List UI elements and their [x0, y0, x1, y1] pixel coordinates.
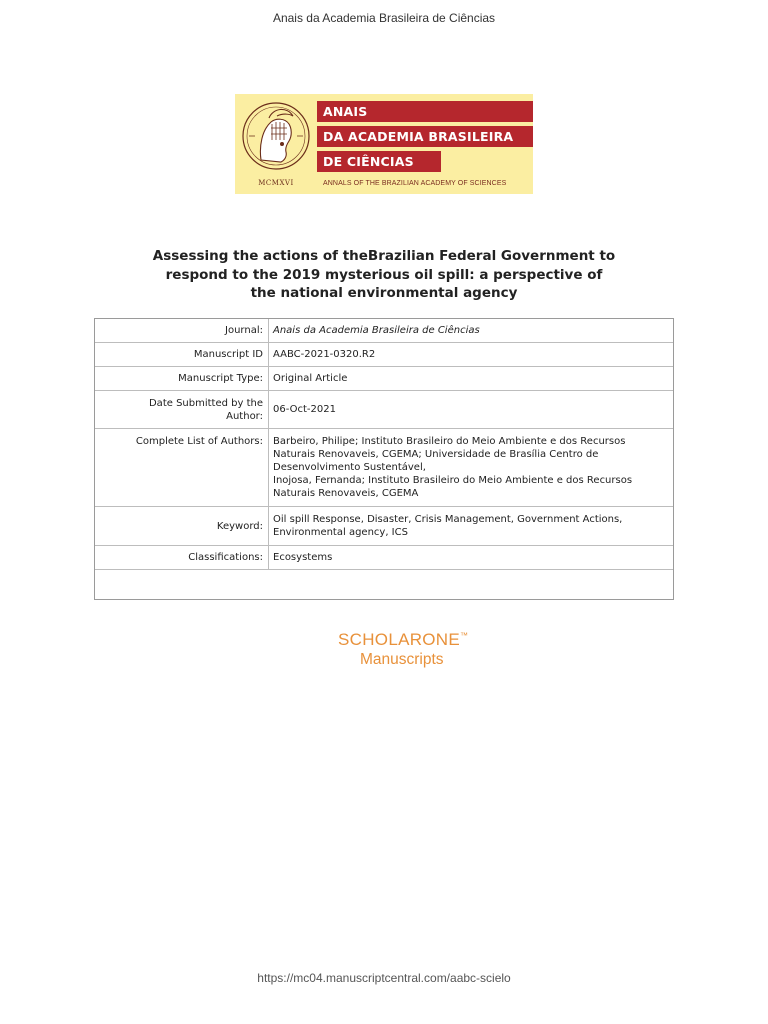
journal-label: Journal: [95, 319, 269, 342]
date-submitted-label-line-1: Date Submitted by the [148, 398, 263, 409]
article-title [100, 247, 668, 303]
table-row-authors [95, 429, 673, 507]
title-line-3: the national environmental agency [250, 285, 518, 301]
keyword-label: Keyword: [95, 507, 269, 545]
keyword-line: Environmental agency, ICS [273, 527, 408, 538]
scholarone-logo [338, 630, 468, 669]
table-row-manuscript-id [95, 343, 673, 367]
scholarone-wordmark-text: SCHOLARONE [338, 630, 461, 649]
table-row-journal [95, 319, 673, 343]
authors-line: Inojosa, Fernanda; Instituto Brasileiro do Meio Ambiente e dos Recursos [273, 475, 633, 486]
journal-value: Anais da Academia Brasileira de Ciências [273, 325, 480, 336]
date-submitted-value: 06-Oct-2021 [273, 404, 336, 415]
authors-label: Complete List of Authors: [95, 429, 269, 506]
logo-line-academia: DA ACADEMIA BRASILEIRA [317, 126, 533, 147]
authors-line: Naturais Renovaveis, CGEMA; Universidade de Brasília Centro de [273, 449, 599, 460]
table-row-keyword [95, 507, 673, 546]
table-row-classifications [95, 546, 673, 570]
table-row-date-submitted [95, 391, 673, 429]
authors-line: Barbeiro, Philipe; Instituto Brasileiro do Meio Ambiente e dos Recursos [273, 436, 626, 447]
trademark-symbol: ™ [460, 631, 469, 640]
date-submitted-label-line-2: Author: [226, 411, 263, 422]
logo-line-ciencias: DE CIÊNCIAS [317, 151, 441, 172]
journal-logo [235, 94, 533, 194]
classifications-value: Ecosystems [273, 552, 333, 563]
manuscript-type-value: Original Article [273, 373, 348, 384]
manuscript-metadata-table [94, 318, 674, 600]
empty-cell [95, 570, 269, 599]
scholarone-wordmark [338, 630, 468, 650]
footer-url: https://mc04.manuscriptcentral.com/aabc-scielo [257, 971, 511, 985]
table-row-manuscript-type [95, 367, 673, 391]
classifications-label: Classifications: [95, 546, 269, 569]
empty-cell [269, 570, 673, 599]
seal-year: MCMXVI [258, 179, 294, 187]
manuscript-id-label: Manuscript ID [95, 343, 269, 366]
authors-line: Desenvolvimento Sustentável, [273, 462, 426, 473]
running-head: Anais da Academia Brasileira de Ciências [272, 11, 496, 25]
logo-subtitle: ANNALS OF THE BRAZILIAN ACADEMY OF SCIENCES [323, 180, 507, 187]
keyword-value [269, 507, 673, 545]
keyword-line: Oil spill Response, Disaster, Crisis Management, Government Actions, [273, 514, 623, 525]
table-row-empty [95, 570, 673, 599]
title-line-1: Assessing the actions of theBrazilian Federal Government to [152, 248, 616, 264]
date-submitted-label [95, 391, 269, 428]
manuscript-type-label: Manuscript Type: [95, 367, 269, 390]
authors-line: Naturais Renovaveis, CGEMA [273, 488, 419, 499]
authors-value [269, 429, 673, 506]
scholarone-product: Manuscripts [360, 651, 444, 668]
title-line-2: respond to the 2019 mysterious oil spill: a perspective of [165, 266, 603, 283]
logo-line-anais: ANAIS [317, 101, 533, 122]
manuscript-id-value: AABC-2021-0320.R2 [273, 349, 376, 360]
